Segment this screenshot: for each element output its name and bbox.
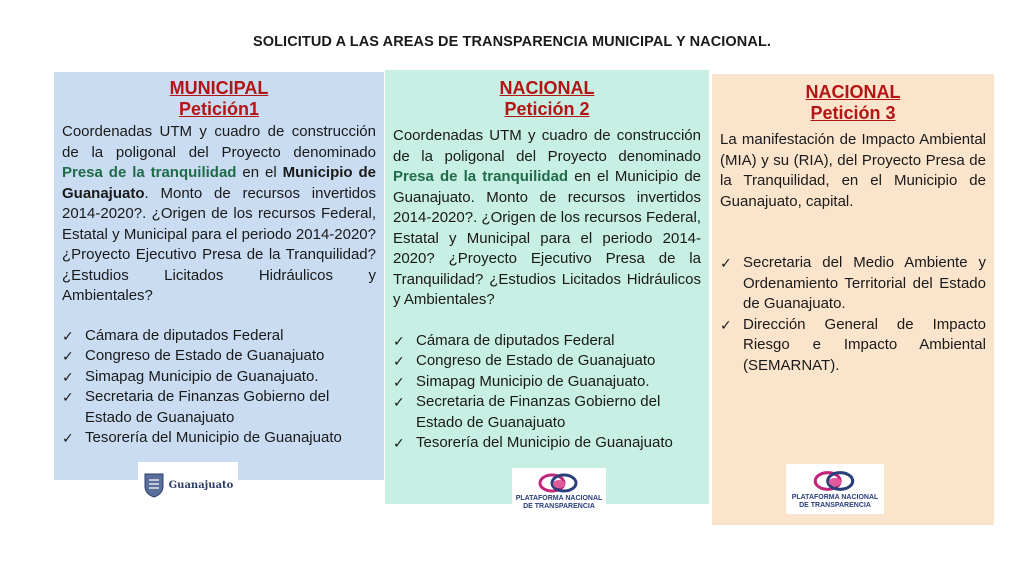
project-name-highlight: Presa de la tranquilidad	[393, 168, 569, 185]
panel-subheading: Petición 2	[504, 99, 590, 119]
list-item: ✓ Secretaria de Finanzas Gobierno del Estado de Guanajuato	[393, 393, 661, 431]
guanajuato-logo-text: Guanajuato	[168, 479, 234, 491]
slide-title: SOLICITUD A LAS AREAS DE TRANSPARENCIA MUNICIPAL Y NACIONAL.	[252, 34, 772, 50]
checkmark-icon: ✓	[393, 332, 405, 349]
list-item: ✓ Congreso de Estado de Guanajuato	[393, 351, 701, 372]
pnt-emblem-icon	[809, 468, 861, 494]
recipient-list	[62, 326, 376, 449]
list-item: ✓ Tesorería del Municipio de Guanajuato	[393, 433, 701, 454]
list-item: ✓ Secretaria del Medio Ambiente y Ordenamiento Territorial del Estado de Guanajuato.	[720, 254, 986, 312]
checkmark-icon: ✓	[393, 373, 405, 390]
checkmark-icon: ✓	[720, 255, 732, 271]
checkmark-icon: ✓	[62, 389, 74, 405]
guanajuato-crest-icon	[143, 472, 165, 498]
panel-subheading: Petición1	[178, 99, 260, 119]
list-item: ✓ Tesorería del Municipio de Guanajuato	[62, 428, 376, 449]
nacional-panel-3	[712, 74, 994, 525]
petition-text: La manifestación de Impacto Ambiental (MIA) y su (RIA), del Proyecto Presa de la Tranquilidad, en el Municipio de Guanajuato, capital.	[720, 131, 986, 210]
list-item: ✓ Simapag Municipio de Guanajuato.	[62, 367, 376, 388]
pnt-logo-text: PLATAFORMA NACIONAL DE TRANSPARENCIA	[515, 495, 603, 510]
panel-heading: NACIONAL	[499, 78, 595, 98]
recipient-list	[393, 331, 701, 454]
checkmark-icon: ✓	[62, 430, 74, 446]
guanajuato-logo	[138, 462, 238, 508]
list-item: ✓ Congreso de Estado de Guanajuato	[62, 346, 376, 367]
pnt-logo-text: PLATAFORMA NACIONAL DE TRANSPARENCIA	[791, 494, 879, 509]
list-item: ✓ Simapag Municipio de Guanajuato.	[393, 372, 701, 393]
municipality-highlight: Municipio de Guanajuato	[62, 164, 376, 202]
checkmark-icon: ✓	[62, 327, 74, 344]
petition-text: Coordenadas UTM y cuadro de construcción de la poligonal del Proyecto denominado Presa de la tranquilidad en el Municipio de Guanajuato. Monto de recursos invertidos 2014-2020?. ¿Origen de los recursos Federal, Estatal y Municipal para el periodo 2014-2020? ¿Proyecto Ejecutivo Presa de la Tranquilidad? ¿Estudios Licitados Hidráulicos y Ambientales?	[62, 123, 376, 304]
checkmark-icon: ✓	[393, 435, 405, 451]
list-item: ✓ Cámara de diputados Federal	[62, 326, 376, 347]
project-name-highlight: Presa de la tranquilidad	[62, 164, 237, 181]
list-item: ✓ Cámara de diputados Federal	[393, 331, 701, 352]
recipient-list	[720, 253, 986, 376]
checkmark-icon: ✓	[393, 394, 405, 410]
list-item: ✓ Secretaria de Finanzas Gobierno del Estado de Guanajuato	[62, 388, 330, 426]
checkmark-icon: ✓	[393, 353, 405, 369]
panel-heading: MUNICIPAL	[169, 78, 269, 98]
municipal-panel	[54, 72, 384, 480]
panel-subheading: Petición 3	[810, 103, 896, 123]
checkmark-icon: ✓	[62, 368, 74, 385]
nacional-panel-2	[385, 70, 709, 504]
petition-text: Coordenadas UTM y cuadro de construcción de la poligonal del Proyecto denominado Presa de la tranquilidad en el Municipio de Guanajuato. Monto de recursos invertidos 2014-2020?. ¿Origen de los recursos Federal, Estatal y Municipal para el periodo 2014-2020? ¿Proyecto Ejecutivo Presa de la Tranquilidad? ¿Estudios Licitados Hidráulicos y Ambientales?	[393, 127, 701, 308]
checkmark-icon: ✓	[62, 348, 74, 364]
list-item: ✓ Dirección General de Impacto Riesgo e Impacto Ambiental (SEMARNAT).	[720, 315, 986, 374]
panel-heading: NACIONAL	[805, 82, 901, 102]
pnt-emblem-icon	[534, 471, 584, 495]
pnt-logo	[786, 464, 884, 514]
checkmark-icon: ✓	[720, 316, 732, 333]
pnt-logo	[512, 468, 606, 514]
